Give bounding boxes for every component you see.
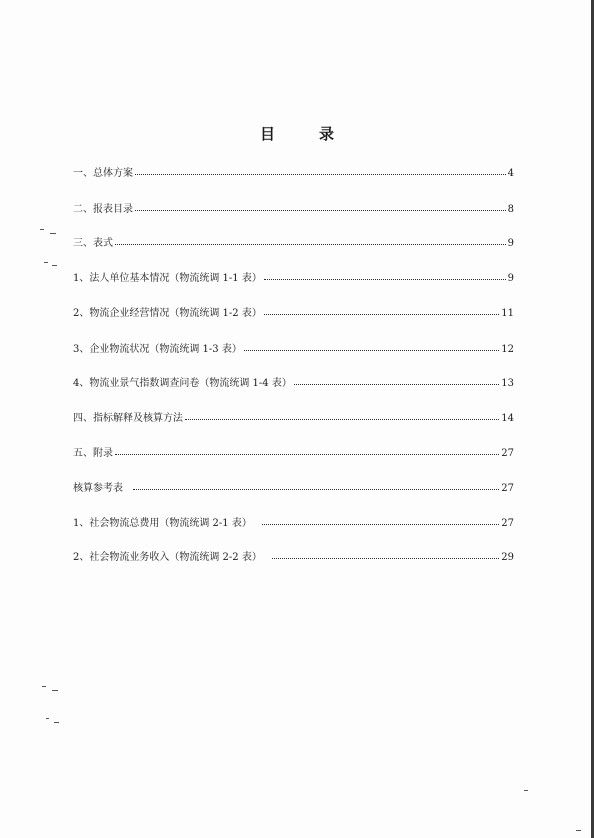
toc-entry-page: 14 xyxy=(501,413,514,424)
scan-speck xyxy=(524,790,528,791)
scan-speck xyxy=(576,830,581,831)
toc-entry-page: 27 xyxy=(501,518,514,529)
dot-leader xyxy=(185,419,499,420)
toc-entry[interactable] xyxy=(73,202,514,218)
toc-entry[interactable] xyxy=(73,481,514,497)
dot-leader xyxy=(133,489,499,490)
scan-speck xyxy=(54,722,59,723)
toc-entry-page: 13 xyxy=(501,378,514,389)
toc-entry[interactable] xyxy=(73,376,514,392)
toc-entry-page: 9 xyxy=(507,273,514,284)
scan-speck xyxy=(44,262,48,263)
toc-entry[interactable] xyxy=(73,411,514,427)
toc-entry-label: 二、报表目录 xyxy=(73,204,133,215)
toc-entry[interactable] xyxy=(73,306,514,322)
scan-speck xyxy=(50,233,56,234)
toc-entry-page: 8 xyxy=(507,204,514,215)
toc-entry-page: 11 xyxy=(501,308,514,319)
toc-entry-label: 2、社会物流业务收入（物流统调 2-2 表） xyxy=(73,552,262,563)
toc-entry-label: 2、物流企业经营情况（物流统调 1-2 表） xyxy=(73,308,262,319)
toc-entry-label: 四、指标解释及核算方法 xyxy=(73,413,183,424)
dot-leader xyxy=(264,314,499,315)
toc-entry-label: 核算参考表 xyxy=(73,483,123,494)
toc-entry-label: 一、总体方案 xyxy=(73,168,133,179)
dot-leader xyxy=(135,174,506,175)
toc-entry[interactable] xyxy=(73,516,514,532)
toc-entry[interactable] xyxy=(73,236,514,252)
toc-entry[interactable] xyxy=(73,446,514,462)
dot-leader xyxy=(262,524,499,525)
dot-leader xyxy=(244,350,499,351)
dot-leader xyxy=(294,384,499,385)
scan-speck xyxy=(52,690,58,691)
dot-leader xyxy=(272,558,499,559)
dot-leader xyxy=(115,454,499,455)
toc-title-char-1: 目 xyxy=(259,125,275,143)
scan-speck xyxy=(40,229,44,230)
dot-leader xyxy=(264,279,506,280)
toc-entry[interactable] xyxy=(73,166,514,182)
toc-entry-page: 4 xyxy=(507,168,514,179)
scan-speck xyxy=(46,718,49,719)
toc-entry[interactable] xyxy=(73,271,514,287)
toc-entry-page: 29 xyxy=(501,552,514,563)
toc-entry[interactable] xyxy=(73,550,514,566)
toc-entry-label: 三、表式 xyxy=(73,238,113,249)
toc-title xyxy=(0,123,594,144)
scan-speck xyxy=(52,265,57,266)
toc-entry-page: 12 xyxy=(501,344,514,355)
dot-leader xyxy=(115,244,506,245)
toc-entry-label: 4、物流业景气指数调查问卷（物流统调 1-4 表） xyxy=(73,378,292,389)
dot-leader xyxy=(135,210,506,211)
toc-title-char-2: 录 xyxy=(319,125,335,143)
toc-entry-label: 1、社会物流总费用（物流统调 2-1 表） xyxy=(73,518,252,529)
toc-entry-label: 3、企业物流状况（物流统调 1-3 表） xyxy=(73,344,242,355)
toc-entry-page: 9 xyxy=(507,238,514,249)
toc-entry[interactable] xyxy=(73,342,514,358)
toc-entry-page: 27 xyxy=(501,448,514,459)
toc-entry-label: 1、法人单位基本情况（物流统调 1-1 表） xyxy=(73,273,262,284)
scan-speck xyxy=(42,686,46,687)
toc-entry-label: 五、附录 xyxy=(73,448,113,459)
toc-entry-page: 27 xyxy=(501,483,514,494)
